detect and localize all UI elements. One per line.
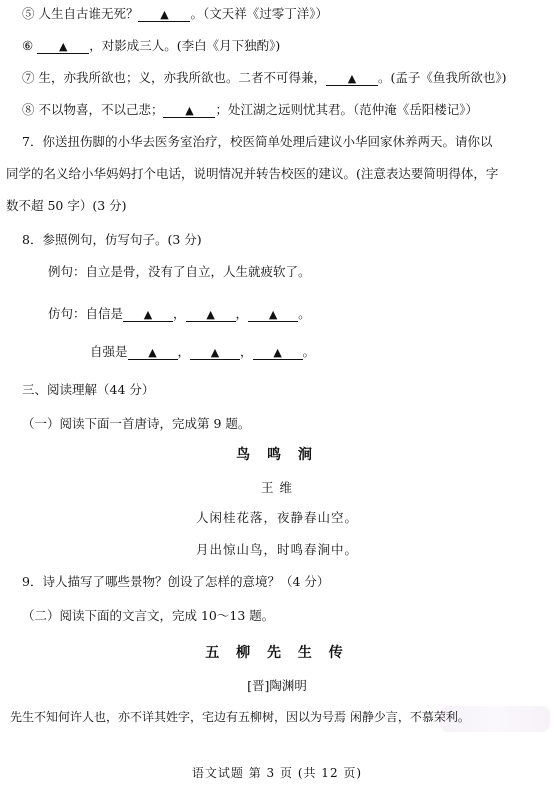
q6-line-8 — [22, 102, 478, 118]
q6-line-6 — [22, 38, 280, 54]
q8-stem: 8．参照例句，仿写句子。(3 分) — [22, 232, 202, 247]
q6-line-8-text: ⑧ 不以物喜，不以己悲； — [22, 102, 164, 117]
q6-line-7-source: 。(孟子《鱼我所欲也》) — [377, 70, 507, 85]
answer-blank[interactable]: ▲ — [248, 308, 298, 322]
page-footer: 语文试题 第 3 页 (共 12 页) — [191, 766, 363, 780]
part2-instruction: （二）阅读下面的文言文，完成 10～13 题。 — [22, 608, 275, 623]
part1-instruction: （一）阅读下面一首唐诗，完成第 9 题。 — [22, 416, 251, 431]
sentence-head: 自强是 — [90, 344, 128, 359]
answer-blank[interactable]: ▲ — [128, 346, 178, 360]
q8-imitation-1: 仿句：自信是 ▲ ， ▲ ， ▲ 。 — [48, 306, 311, 321]
q6-line-5-text: ⑤ 人生自古谁无死？ — [22, 6, 139, 21]
q7-line-1: 7．你送扭伤脚的小华去医务室治疗，校医简单处理后建议小华回家休养两天。请你以 — [22, 134, 493, 149]
q6-line-6-text: ，对影成三人。(李白《月下独酌》) — [89, 38, 281, 53]
section-heading: 三、阅读理解（44 分） — [22, 382, 155, 397]
sentence-head: 自信是 — [85, 306, 124, 321]
q6-line-5-source: 。（文天祥《过零丁洋》） — [190, 6, 328, 21]
q8-example: 例句：自立是骨，没有了自立，人生就疲软了。 — [48, 264, 311, 279]
poem-author: 王 维 — [261, 480, 293, 495]
poem-line-1: 人闲桂花落，夜静春山空。 — [195, 510, 358, 525]
answer-blank[interactable]: ▲ — [190, 346, 240, 360]
prose-title: 五 柳 先 生 传 — [205, 645, 349, 661]
q7-line-3: 数不超 50 字）(3 分) — [6, 198, 127, 213]
answer-blank[interactable]: ▲ — [138, 8, 190, 22]
prose-line-1: 先生不知何许人也，亦不详其姓字，宅边有五柳树，因以为号焉 闲静少言，不慕荣利。 — [10, 710, 470, 724]
prose-author: [晋]陶渊明 — [247, 678, 307, 693]
poem-line-2: 月出惊山鸟，时鸣春涧中。 — [195, 542, 358, 557]
answer-blank[interactable]: ▲ — [123, 308, 173, 322]
answer-blank[interactable]: ▲ — [37, 40, 89, 54]
q6-line-7 — [22, 70, 507, 86]
imitate-label: 仿句： — [48, 306, 86, 321]
answer-blank[interactable]: ▲ — [163, 104, 215, 118]
q9-question: 9．诗人描写了哪些景物？创设了怎样的意境？（4 分） — [22, 574, 330, 589]
answer-blank[interactable]: ▲ — [253, 346, 303, 360]
q6-line-5 — [22, 6, 328, 22]
answer-blank[interactable]: ▲ — [326, 72, 378, 86]
q7-line-2: 同学的名义给小华妈妈打个电话，说明情况并转告校医的建议。(注意表达要简明得体，字 — [6, 166, 499, 181]
answer-blank[interactable]: ▲ — [186, 308, 236, 322]
q6-line-7-text: ⑦ 生，亦我所欲也；义，亦我所欲也。二者不可得兼， — [22, 70, 326, 85]
poem-title: 鸟 鸣 涧 — [236, 447, 318, 463]
q6-line-6-num: ⑥ — [22, 38, 34, 53]
q6-line-8-source: ；处江湖之远则忧其君。（范仲淹《岳阳楼记》） — [215, 102, 478, 117]
q8-imitation-2: 自强是 ▲ ， ▲ ， ▲ 。 — [90, 344, 316, 359]
